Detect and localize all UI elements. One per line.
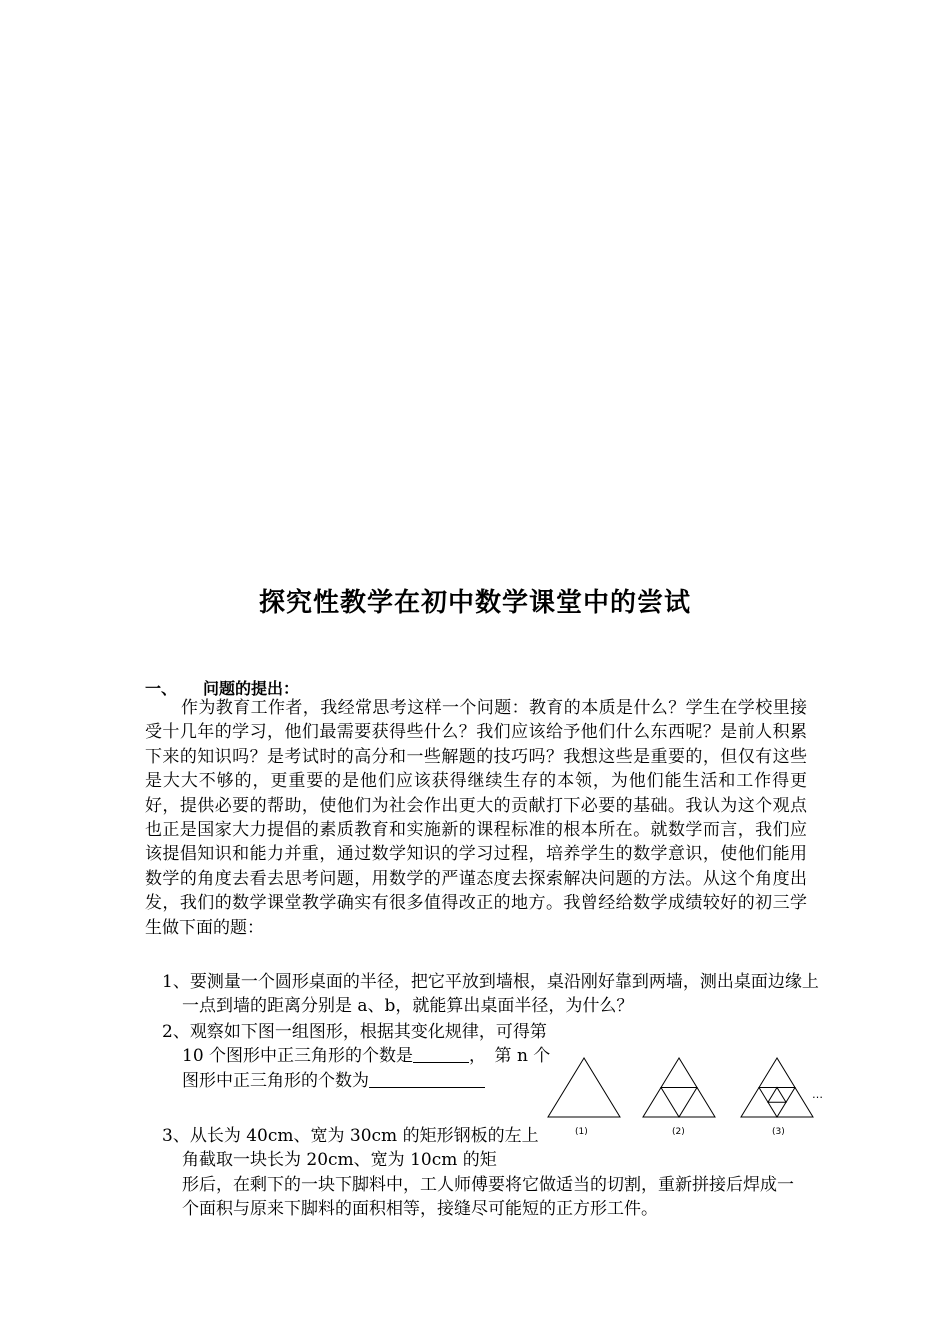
- intro-paragraph: 作为教育工作者，我经常思考这样一个问题：教育的本质是什么？学生在学校里接受十几年的学习，他们最需要获得些什么？我们应该给予他们什么东西呢？是前人积累下来的知识吗？是考试时的高分和一些解题的技巧吗？我想这些是重要的，但仅有这些是大大不够的，更重要的是他们应该获得继续生存的本领，为他们能生活和工作得更好，提供必要的帮助，使他们为社会作出更大的贡献打下必要的基础。我认为这个观点也正是国家大力提倡的素质教育和实施新的课程标准的根本所在。就数学而言，我们应该提倡知识和能力并重，通过数学知识的学习过程，培养学生的数学意识，使他们能用数学的角度去看去思考问题，用数学的严谨态度去探索解决问题的方法。从这个角度出发，我们的数学课堂教学确实有很多值得改正的地方。我曾经给数学成绩较好的初三学生做下面的题：: [145, 698, 807, 938]
- triangle-figure-3: [741, 1058, 813, 1117]
- question-2: [162, 1020, 552, 1093]
- question-2-text: 2、观察如下图一组图形，根据其变化规律，可得第 10 个图形中正三角形的个数是: [162, 1022, 547, 1067]
- question-3-part2: 形后，在剩下的一块下脚料中，工人师傅要将它做适当的切割，重新拼接后焊成一个面积与原来下脚料的面积相等，接缝尽可能短的正方形工件。: [182, 1175, 794, 1220]
- triangle-figure-1: [548, 1058, 620, 1117]
- figure-caption-3: (3): [772, 1127, 785, 1137]
- figure-caption-1: (1): [575, 1127, 588, 1137]
- section-number: 一、: [145, 679, 178, 698]
- answer-blank-1: [413, 1044, 469, 1063]
- document-title: 探究性教学在初中数学课堂中的尝试: [258, 588, 691, 618]
- question-2-mid: ， 第 n 个图形中正三角形的个数为: [182, 1046, 551, 1091]
- triangle-figure-2: [643, 1058, 715, 1117]
- figure-ellipsis: …: [812, 1088, 823, 1101]
- question-3-part1: 3、从长为 40cm、宽为 30cm 的矩形钢板的左上角截取一块长为 20cm、宽为 10cm 的矩: [162, 1126, 539, 1171]
- figure-caption-2: (2): [672, 1127, 685, 1137]
- section-heading-text: 问题的提出：: [203, 679, 300, 698]
- question-1: 1、要测量一个圆形桌面的半径，把它平放到墙根，桌沿刚好靠到两墙，测出桌面边缘上一点到墙的距离分别是 a、b，就能算出桌面半径，为什么？: [162, 972, 819, 1017]
- answer-blank-2: [369, 1069, 485, 1088]
